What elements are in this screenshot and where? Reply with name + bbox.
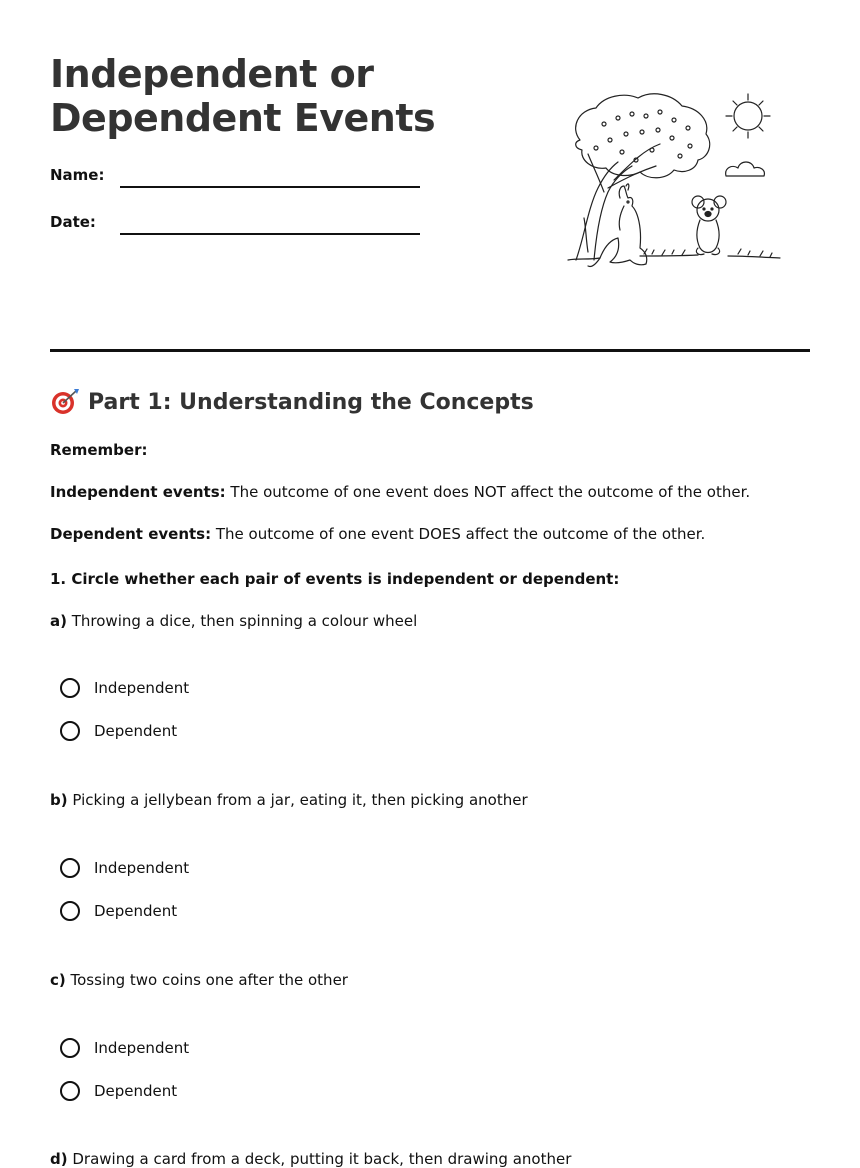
name-label: Name:	[50, 166, 105, 184]
question-item-c	[50, 971, 348, 989]
choice-circle[interactable]	[60, 901, 80, 921]
option-label: Independent	[94, 859, 190, 877]
part1-heading-text: Part 1: Understanding the Concepts	[88, 389, 534, 415]
item-letter: a)	[50, 612, 67, 630]
title-line-1: Independent or	[50, 52, 374, 96]
dependent-term: Dependent events:	[50, 525, 212, 543]
section-divider	[50, 349, 810, 352]
item-text: Tossing two coins one after the other	[65, 971, 348, 989]
title-line-2: Dependent Events	[50, 96, 436, 140]
choice-circle[interactable]	[60, 1038, 80, 1058]
option-label: Dependent	[94, 1082, 178, 1100]
choice-circle[interactable]	[60, 1081, 80, 1101]
choice-circle[interactable]	[60, 678, 80, 698]
remember-label: Remember:	[50, 441, 148, 459]
independent-definition	[50, 483, 750, 501]
choice-circle[interactable]	[60, 858, 80, 878]
item-text: Drawing a card from a deck, putting it back, then drawing another	[67, 1150, 572, 1168]
choice-circle[interactable]	[60, 721, 80, 741]
dependent-definition	[50, 525, 705, 543]
target-dart-icon	[50, 388, 80, 416]
question-item-a	[50, 612, 417, 630]
option-a-dependent[interactable]	[60, 721, 177, 741]
date-field-line[interactable]	[120, 233, 420, 235]
date-label: Date:	[50, 213, 96, 231]
option-c-independent[interactable]	[60, 1038, 189, 1058]
question-item-b	[50, 791, 528, 809]
option-label: Independent	[94, 1039, 190, 1057]
item-letter: d)	[50, 1150, 68, 1168]
part1-heading	[50, 388, 534, 416]
item-text: Throwing a dice, then spinning a colour wheel	[66, 612, 418, 630]
option-a-independent[interactable]	[60, 678, 189, 698]
option-label: Dependent	[94, 902, 178, 920]
page-title	[50, 52, 490, 140]
item-text: Picking a jellybean from a jar, eating it, then picking another	[67, 791, 528, 809]
tree-kangaroo-koala-sun-illustration	[548, 88, 784, 278]
question-1: 1. Circle whether each pair of events is independent or dependent:	[50, 570, 620, 588]
name-field-line[interactable]	[120, 186, 420, 188]
option-b-independent[interactable]	[60, 858, 189, 878]
option-label: Independent	[94, 679, 190, 697]
item-letter: c)	[50, 971, 66, 989]
option-label: Dependent	[94, 722, 178, 740]
dependent-def-text: The outcome of one event DOES affect the outcome of the other.	[211, 525, 706, 543]
item-letter: b)	[50, 791, 68, 809]
option-b-dependent[interactable]	[60, 901, 177, 921]
question-item-d	[50, 1150, 571, 1168]
independent-term: Independent events:	[50, 483, 226, 501]
independent-def-text: The outcome of one event does NOT affect the outcome of the other.	[225, 483, 751, 501]
option-c-dependent[interactable]	[60, 1081, 177, 1101]
